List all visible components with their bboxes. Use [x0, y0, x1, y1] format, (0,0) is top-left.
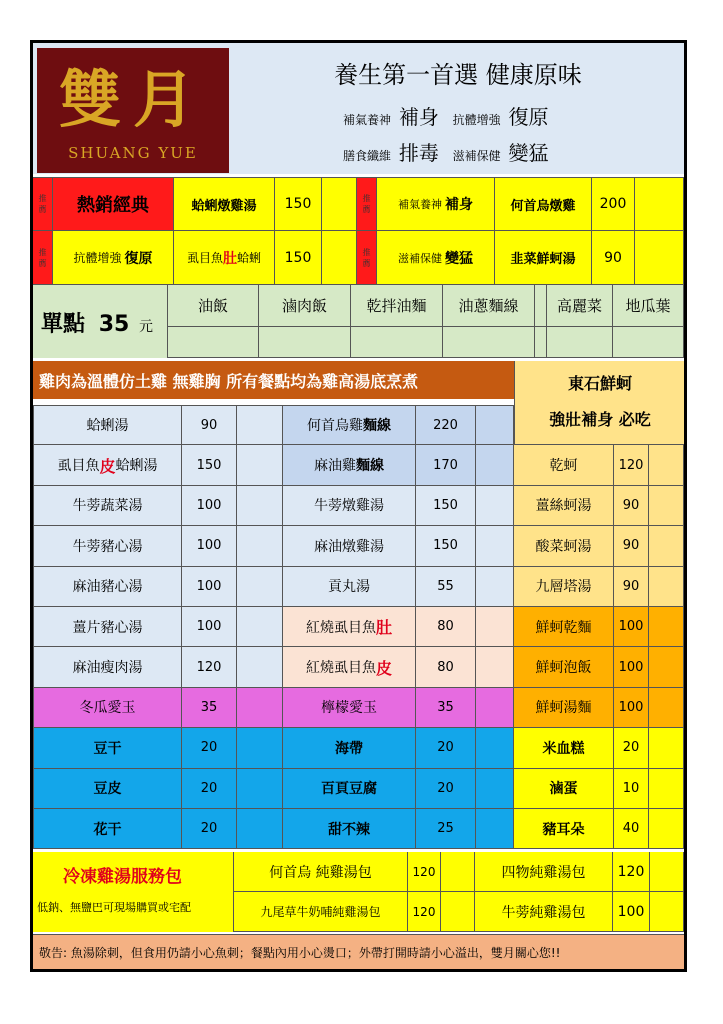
tag-big: 復原	[508, 105, 549, 129]
item-price: 100	[614, 607, 649, 647]
blank-cell	[649, 809, 684, 849]
blank-cell	[322, 231, 357, 285]
item-price: 25	[416, 809, 476, 849]
blank-cell	[476, 688, 514, 728]
blank-cell	[547, 327, 613, 358]
item-name: 薑絲蚵湯	[514, 486, 614, 526]
blank-cell	[649, 526, 684, 566]
blank-cell	[237, 769, 283, 809]
tag-row-2	[343, 137, 643, 166]
item-name: 鮮蚵湯麵	[514, 688, 614, 728]
blank-cell	[476, 769, 514, 809]
item-price: 90	[592, 231, 635, 285]
item-name: 虱目魚 皮 蛤蜊湯	[33, 445, 182, 485]
item-name: 貢丸湯	[283, 567, 416, 607]
blank-cell	[649, 445, 684, 485]
item-price: 100	[614, 647, 649, 687]
item-name: 酸菜蚵湯	[514, 526, 614, 566]
item-price: 100	[182, 526, 237, 566]
blank-cell	[237, 526, 283, 566]
item-price: 80	[416, 647, 476, 687]
item-price: 150	[182, 445, 237, 485]
item-price: 90	[182, 405, 237, 445]
item-price: 90	[614, 567, 649, 607]
blank-cell	[649, 728, 684, 768]
blank-cell	[476, 809, 514, 849]
tag-small: 滋補保健	[452, 149, 501, 163]
blank-cell	[237, 486, 283, 526]
item-name: 百頁豆腐	[283, 769, 416, 809]
item-price: 220	[416, 405, 476, 445]
blank-cell	[476, 405, 514, 445]
frozen-price: 100	[613, 892, 650, 932]
item-price: 20	[614, 728, 649, 768]
blank-cell	[476, 647, 514, 687]
frozen-item: 何首烏 純雞湯包	[233, 852, 408, 892]
frozen-price: 120	[408, 892, 441, 932]
tag-cell: 補氣養神 補身	[377, 178, 495, 231]
item-price: 170	[416, 445, 476, 485]
item-name: 花干	[33, 809, 182, 849]
recommend-badge: 推 薦	[33, 231, 53, 285]
item-price: 100	[182, 567, 237, 607]
item-price: 100	[182, 486, 237, 526]
tag-row-1	[343, 101, 643, 130]
item-name: 豆皮	[33, 769, 182, 809]
blank-cell	[635, 178, 684, 231]
logo-chinese: 雙月	[58, 63, 207, 136]
blank-cell	[237, 809, 283, 849]
item-name: 海帶	[283, 728, 416, 768]
item-name: 豆干	[33, 728, 182, 768]
item-name: 虱目魚 肚 蛤蜊	[174, 231, 275, 285]
blank-cell	[535, 285, 547, 327]
single-item: 油蔥麵線	[443, 285, 535, 327]
item-name: 米血糕	[514, 728, 614, 768]
item-name: 牛蒡豬心湯	[33, 526, 182, 566]
blank-cell	[649, 486, 684, 526]
single-item: 地瓜葉	[613, 285, 684, 327]
blank-cell	[535, 327, 547, 358]
logo-english: SHUANG YUE	[68, 144, 198, 162]
blank-cell	[237, 728, 283, 768]
frozen-title: 冷凍雞湯服務包	[63, 867, 182, 887]
recommend-badge: 推 薦	[33, 178, 53, 231]
item-price: 100	[182, 607, 237, 647]
blank-cell	[649, 769, 684, 809]
single-items	[33, 285, 684, 358]
item-name: 麻油燉雞湯	[283, 526, 416, 566]
blank-cell	[322, 178, 357, 231]
blank-cell	[441, 892, 475, 932]
item-name: 薑片豬心湯	[33, 607, 182, 647]
menu-sheet	[30, 40, 687, 972]
blank-cell	[476, 445, 514, 485]
item-price: 80	[416, 607, 476, 647]
item-price: 120	[182, 647, 237, 687]
item-price: 90	[614, 486, 649, 526]
item-name: 鮮蚵乾麵	[514, 607, 614, 647]
item-name: 麻油豬心湯	[33, 567, 182, 607]
item-name: 檸檬愛玉	[283, 688, 416, 728]
item-price: 20	[416, 769, 476, 809]
item-name: 冬瓜愛玉	[33, 688, 182, 728]
blank-cell	[167, 327, 259, 358]
item-price: 40	[614, 809, 649, 849]
slogan: 養生第一首選 健康原味	[334, 61, 582, 89]
blank-cell	[237, 445, 283, 485]
item-name: 何首烏燉雞	[495, 178, 592, 231]
item-name: 蛤蜊湯	[33, 405, 182, 445]
frozen-note: 低鈉、無鹽巴可現場購買或宅配	[37, 901, 191, 914]
tag-big: 變猛	[508, 141, 549, 165]
tag-cell: 滋補保健 變猛	[377, 231, 495, 285]
blank-cell	[613, 327, 684, 358]
item-price: 100	[614, 688, 649, 728]
logo	[37, 48, 229, 173]
blank-cell	[476, 526, 514, 566]
item-name: 甜不辣	[283, 809, 416, 849]
item-price: 150	[416, 526, 476, 566]
item-name: 牛蒡蔬菜湯	[33, 486, 182, 526]
item-name: 乾蚵	[514, 445, 614, 485]
frozen-price: 120	[613, 852, 650, 892]
item-price: 200	[592, 178, 635, 231]
single-item: 油飯	[167, 285, 259, 327]
footer-notice: 敬告: 魚湯除刺，但食用仍請小心魚刺；餐點內用小心燙口；外帶打開時請小心溢出，雙月關心您!!	[33, 934, 684, 969]
oyster-subtitle: 強壯補身 必吃	[549, 410, 651, 429]
item-name: 鮮蚵泡飯	[514, 647, 614, 687]
item-name: 蛤蜊燉雞湯	[174, 178, 275, 231]
blank-cell	[237, 647, 283, 687]
item-price: 150	[275, 178, 322, 231]
blank-cell	[443, 327, 535, 358]
item-name: 滷蛋	[514, 769, 614, 809]
tag-small: 補氣養神	[343, 113, 392, 127]
single-item: 高麗菜	[547, 285, 613, 327]
item-price: 20	[416, 728, 476, 768]
blank-cell	[237, 607, 283, 647]
item-name: 韭菜鮮蚵湯	[495, 231, 592, 285]
item-name: 牛蒡燉雞湯	[283, 486, 416, 526]
recommend-badge: 推 薦	[357, 231, 377, 285]
item-name: 麻油雞 麵線	[283, 445, 416, 485]
tag-big: 補身	[398, 105, 439, 129]
item-price: 35	[182, 688, 237, 728]
tag-small: 膳食纖維	[343, 149, 392, 163]
item-name: 豬耳朵	[514, 809, 614, 849]
single-item: 乾拌油麵	[351, 285, 443, 327]
blank-cell	[476, 728, 514, 768]
item-price: 120	[614, 445, 649, 485]
item-price: 20	[182, 728, 237, 768]
best-sellers	[33, 177, 684, 284]
tag-big: 排毒	[398, 141, 439, 165]
blank-cell	[649, 567, 684, 607]
blank-cell	[649, 647, 684, 687]
blank-cell	[237, 567, 283, 607]
notice-bar: 雞肉為溫體仿土雞 無雞胸 所有餐點均為雞高湯底烹煮	[33, 361, 514, 399]
single-title: 單點 35 元	[41, 312, 153, 337]
blank-cell	[650, 852, 684, 892]
single-item: 滷肉飯	[259, 285, 351, 327]
frozen-item: 九尾草牛奶哺純雞湯包	[233, 892, 408, 932]
best-sellers-title: 熱銷經典	[53, 178, 174, 231]
blank-cell	[351, 327, 443, 358]
frozen-item: 牛蒡純雞湯包	[475, 892, 613, 932]
blank-cell	[476, 567, 514, 607]
frozen-item: 四物純雞湯包	[475, 852, 613, 892]
item-name: 何首烏雞 麵線	[283, 405, 416, 445]
item-name: 紅燒虱目魚 皮	[283, 647, 416, 687]
blank-cell	[441, 852, 475, 892]
blank-cell	[476, 486, 514, 526]
blank-cell	[476, 607, 514, 647]
item-price: 90	[614, 526, 649, 566]
item-price: 150	[416, 486, 476, 526]
menu-grid	[33, 405, 684, 850]
blank-cell	[649, 607, 684, 647]
oyster-title: 東石鮮蚵	[567, 374, 632, 393]
frozen-section	[33, 852, 684, 932]
item-name: 紅燒虱目魚 肚	[283, 607, 416, 647]
blank-cell	[237, 405, 283, 445]
item-price: 35	[416, 688, 476, 728]
blank-cell	[635, 231, 684, 285]
item-name: 九層塔湯	[514, 567, 614, 607]
item-price: 55	[416, 567, 476, 607]
item-name: 麻油瘦肉湯	[33, 647, 182, 687]
frozen-price: 120	[408, 852, 441, 892]
blank-cell	[650, 892, 684, 932]
item-price: 20	[182, 769, 237, 809]
recommend-badge: 推 薦	[357, 178, 377, 231]
item-price: 150	[275, 231, 322, 285]
tag-cell: 抗體增強 復原	[53, 231, 174, 285]
blank-cell	[237, 688, 283, 728]
item-price: 10	[614, 769, 649, 809]
item-price: 20	[182, 809, 237, 849]
blank-cell	[259, 327, 351, 358]
tag-small: 抗體增強	[452, 113, 501, 127]
blank-cell	[649, 688, 684, 728]
